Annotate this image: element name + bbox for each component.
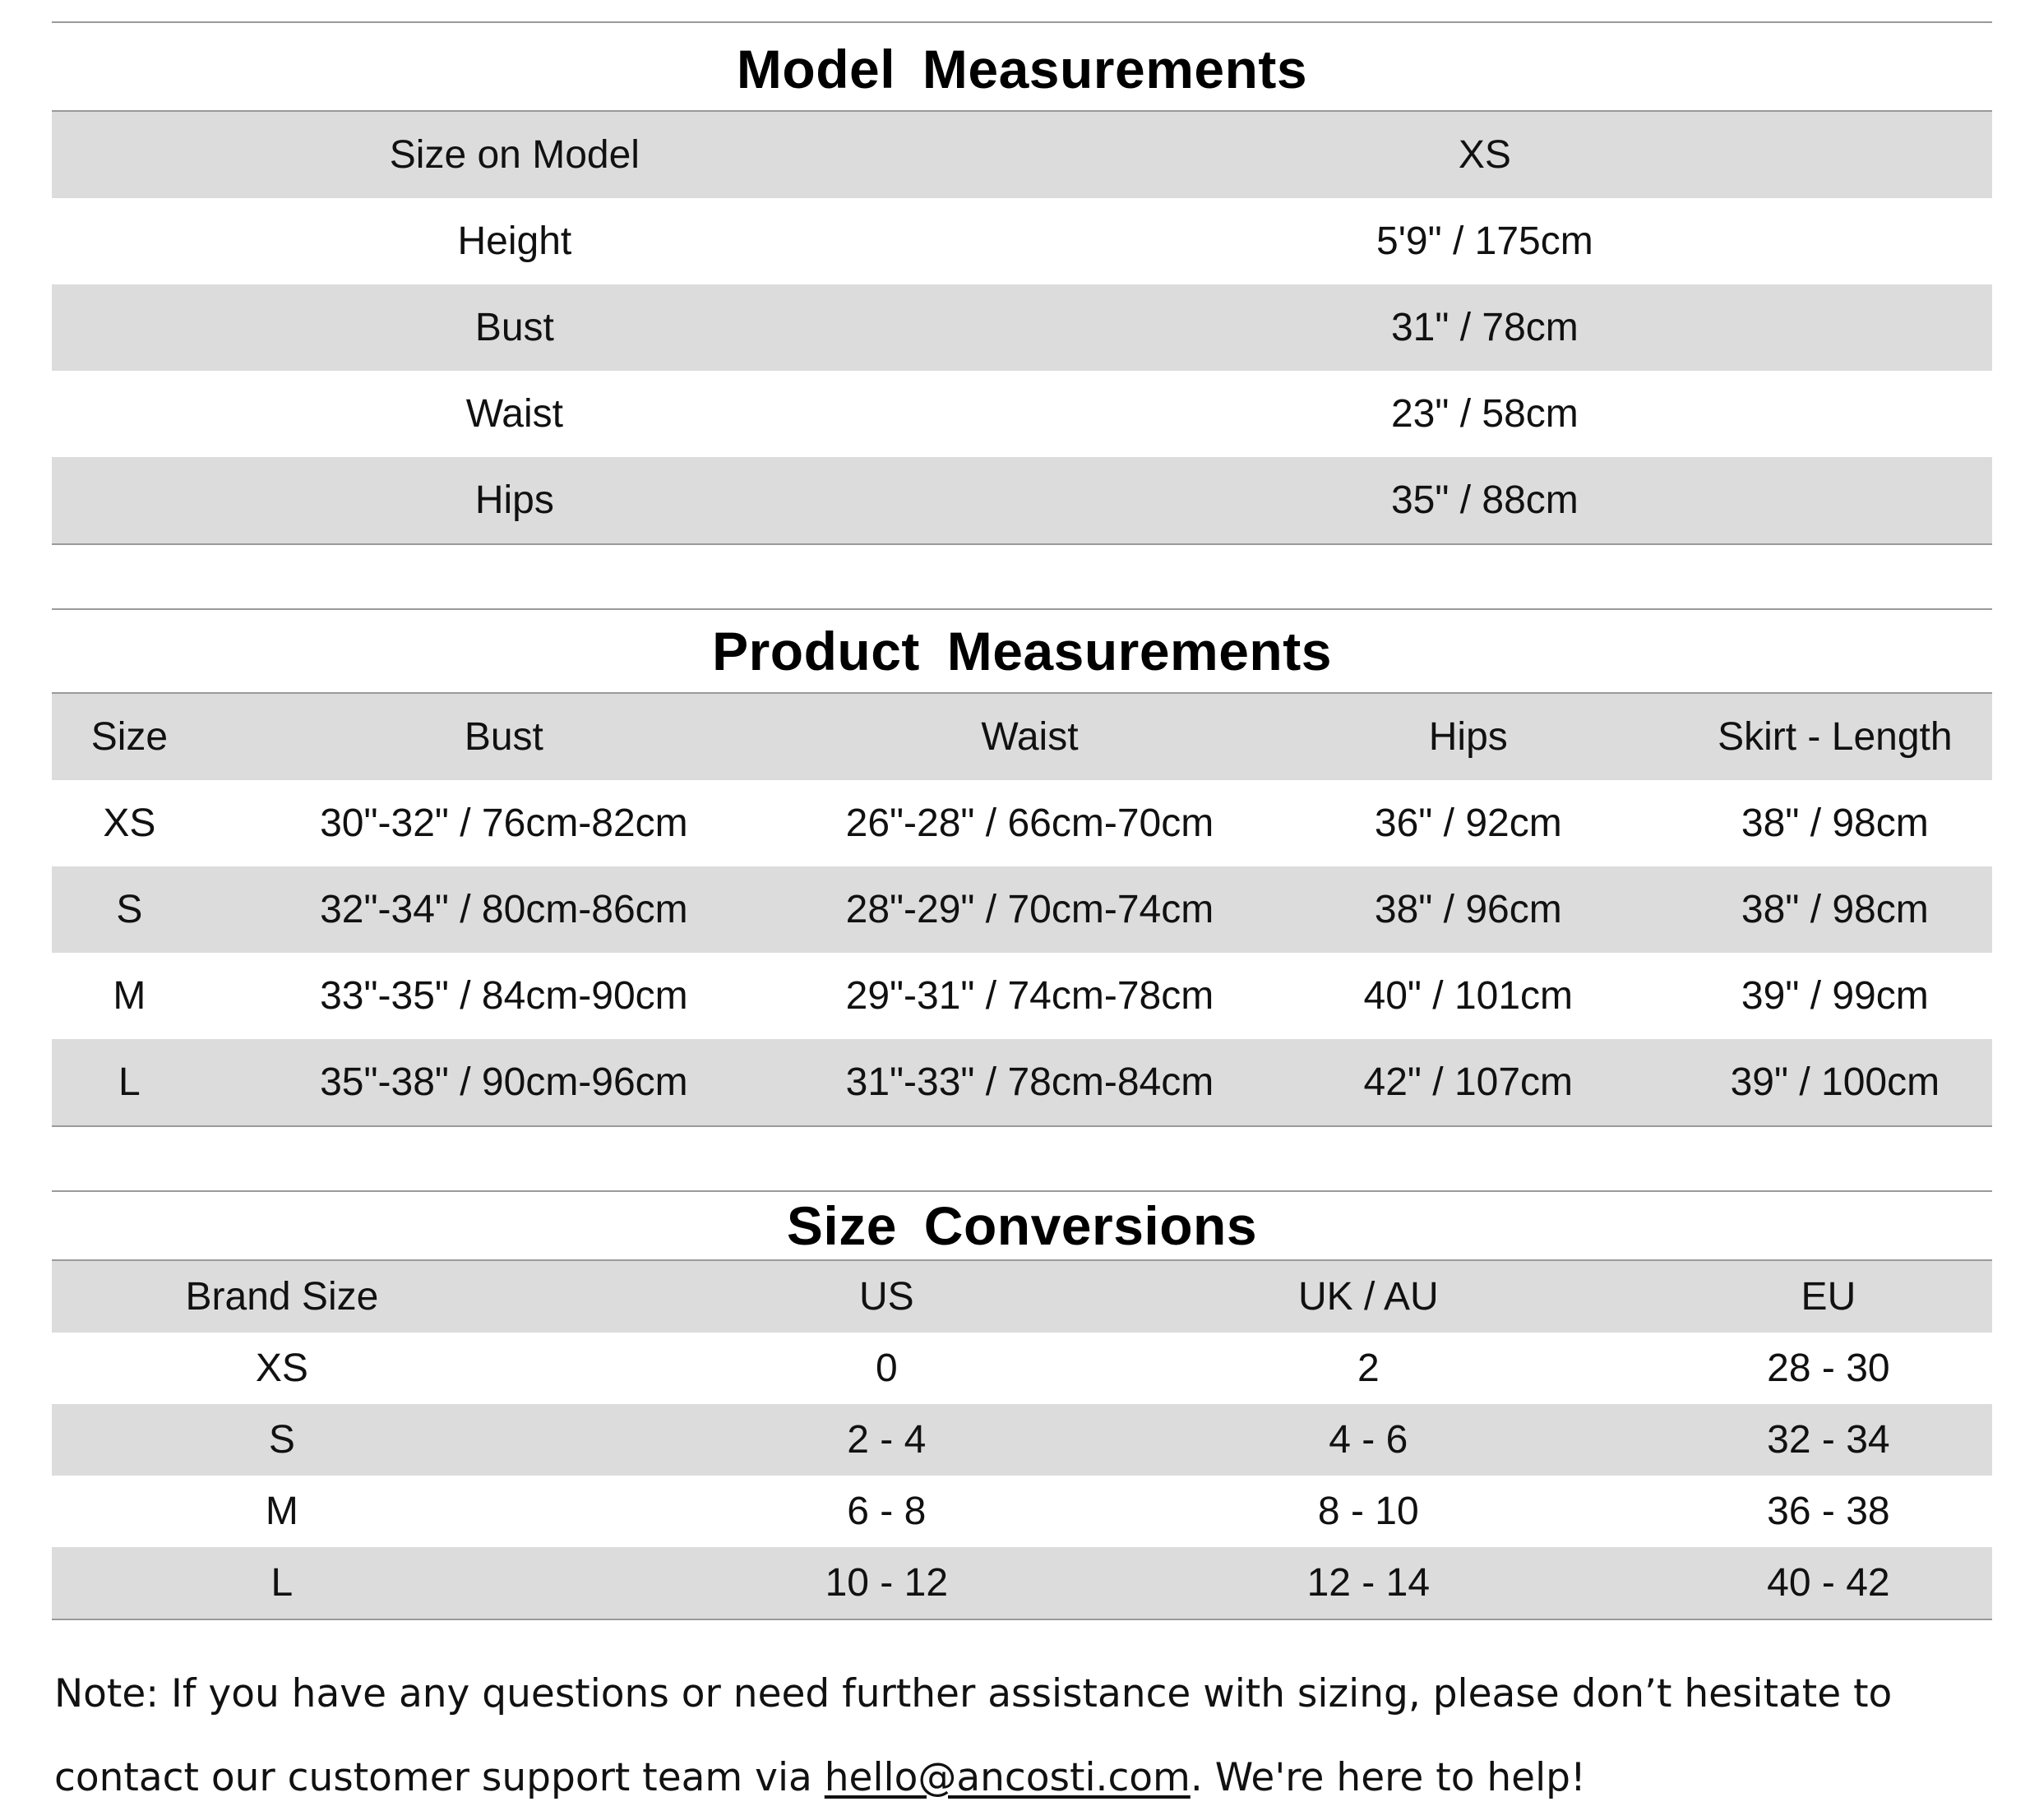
table-cell: 40" / 101cm [1363,974,1574,1018]
table-cell: 2 [1357,1347,1380,1390]
table-cell: XS [255,1347,308,1390]
table-cell: 28"-29" / 70cm-74cm [801,866,1259,953]
size-conversions-section [52,1190,1992,1620]
table-cell: 5'9" / 175cm [1376,219,1593,263]
table-cell: Height [457,219,572,263]
table-row [52,1404,1992,1476]
table-row [52,953,1992,1039]
table-cell: 32"-34" / 80cm-86cm [207,866,801,953]
table-cell: 38" / 96cm [1259,866,1678,953]
table-cell: 0 [875,1347,898,1390]
table-row [52,198,1992,284]
table-cell: S [52,866,207,953]
product-measurements-table [52,694,1992,1125]
divider [52,543,1992,545]
table-row [52,371,1992,457]
product-measurements-section [52,608,1992,1127]
table-cell: 31"-33" / 78cm-84cm [801,1039,1259,1125]
table-cell: 39" / 99cm [1741,974,1929,1018]
size-conversions-title: Size Conversions [786,1195,1258,1256]
table-row [52,780,1992,866]
table-cell: 26"-28" / 66cm-70cm [845,801,1214,845]
model-measurements-title: Model Measurements [736,39,1308,99]
model-measurements-section [52,21,1992,545]
column-header-skirt-length: Skirt - Length [1678,694,1992,780]
table-cell: Hips [52,457,978,543]
note-text: Note: If you have any questions or need further assistance with sizing, please don’t hesitate to contact our customer support team via [54,1671,1893,1800]
table-cell: XS [103,801,156,845]
table-cell: 35"-38" / 90cm-96cm [207,1039,801,1125]
table-row [52,1333,1992,1404]
table-row [52,457,1992,543]
column-header-waist: Waist [801,694,1259,780]
column-header-size: Size [52,694,207,780]
table-cell: 2 - 4 [644,1404,1080,1476]
table-cell: 39" / 100cm [1678,1039,1992,1125]
table-header-row [52,694,1992,780]
table-cell: 40 - 42 [1517,1547,1992,1619]
divider [52,1125,1992,1127]
support-email-link[interactable]: hello@ancosti.com [824,1755,1191,1800]
table-row [52,284,1992,371]
column-header-eu: EU [1517,1261,1992,1333]
table-cell: 29"-31" / 74cm-78cm [845,974,1214,1018]
column-header-bust: Bust [207,694,801,780]
column-header-brand-size: Brand Size [52,1261,644,1333]
model-measurements-table [52,112,1992,543]
table-cell: 10 - 12 [644,1547,1080,1619]
column-header-uk-au: UK / AU [1080,1261,1517,1333]
product-measurements-title: Product Measurements [712,621,1332,681]
table-cell: 4 - 6 [1080,1404,1517,1476]
support-note [54,1652,2003,1820]
table-cell: M [265,1490,298,1533]
table-cell: 38" / 98cm [1678,866,1992,953]
table-cell: S [52,1404,644,1476]
table-header-row [52,1261,1992,1333]
table-cell: Size on Model [52,112,978,198]
table-cell: L [52,1547,644,1619]
table-cell: Bust [52,284,978,371]
table-cell: Waist [465,392,563,436]
table-cell: 6 - 8 [847,1490,927,1533]
table-row [52,866,1992,953]
column-header-us: US [644,1261,1080,1333]
table-cell: 23" / 58cm [1390,392,1579,436]
table-cell: 35" / 88cm [978,457,1992,543]
table-cell: XS [978,112,1992,198]
table-cell: 36" / 92cm [1374,801,1562,845]
table-cell: 28 - 30 [1767,1347,1890,1390]
table-cell: 42" / 107cm [1259,1039,1678,1125]
table-row [52,1547,1992,1619]
table-cell: 8 - 10 [1317,1490,1419,1533]
table-row [52,1039,1992,1125]
table-cell: 31" / 78cm [978,284,1992,371]
table-cell: M [113,974,146,1018]
divider [52,1619,1992,1620]
table-row [52,1476,1992,1547]
table-cell: 36 - 38 [1767,1490,1890,1533]
note-text-end: . We're here to help! [1190,1755,1586,1800]
table-cell: L [52,1039,207,1125]
size-conversions-table [52,1261,1992,1619]
table-cell: 32 - 34 [1517,1404,1992,1476]
table-cell: 30"-32" / 76cm-82cm [320,801,688,845]
table-cell: 38" / 98cm [1741,801,1929,845]
table-cell: 33"-35" / 84cm-90cm [320,974,688,1018]
table-cell: 12 - 14 [1080,1547,1517,1619]
table-row [52,112,1992,198]
column-header-hips: Hips [1259,694,1678,780]
